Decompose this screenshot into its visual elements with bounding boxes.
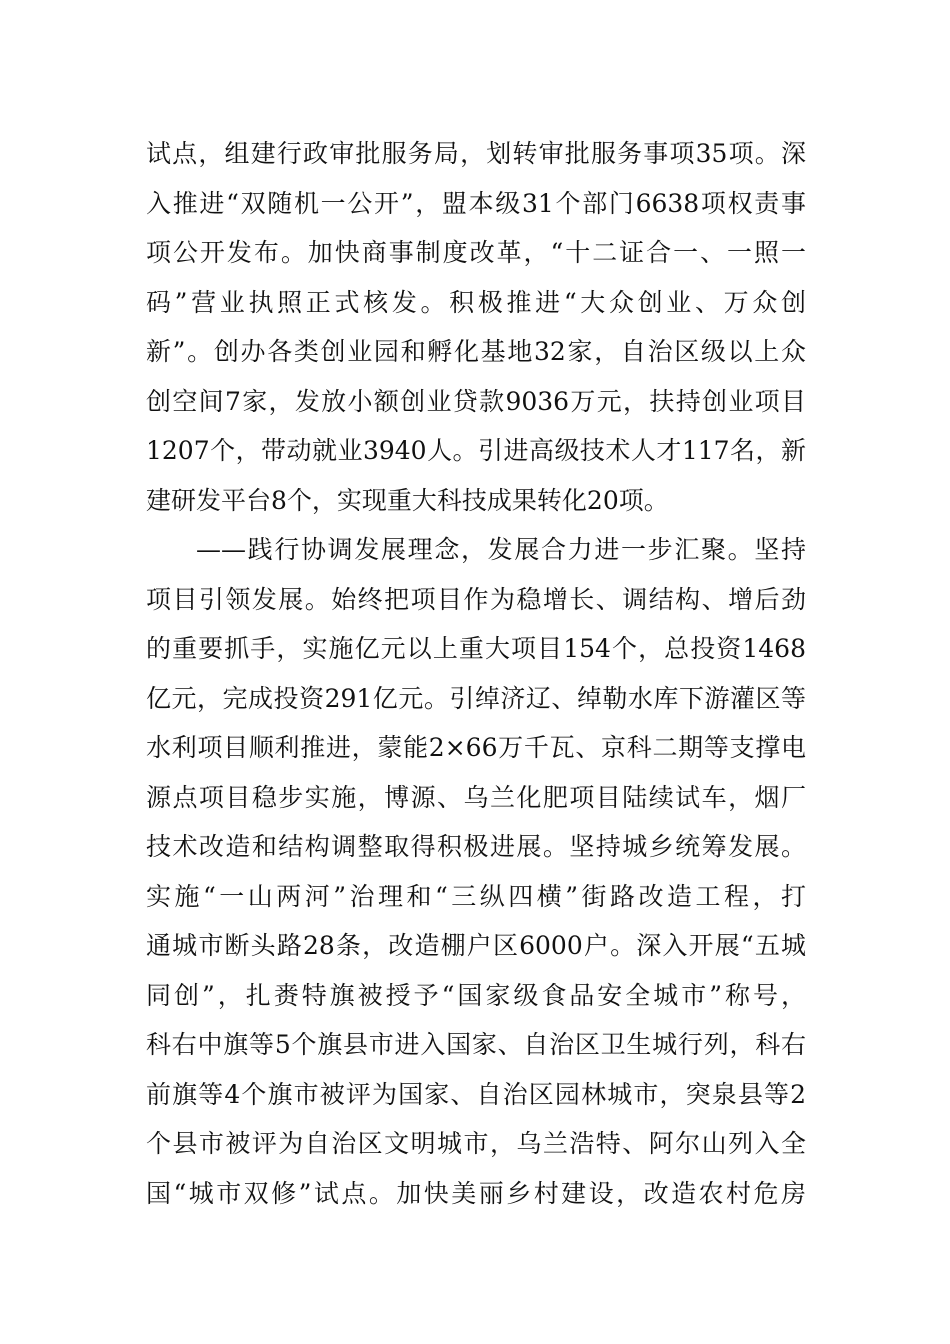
text-line: 项目引领发展。始终把项目作为稳增长、调结构、增后劲 [146,584,806,614]
text-line: 新”。创办各类创业园和孵化基地32家，自治区级以上众 [146,337,806,366]
text-line: 建研发平台8个，实现重大科技成果转化20项。 [146,485,669,515]
text-line: 1207个，带动就业3940人。引进高级技术人才117名，新 [146,436,806,465]
text-line: 个县市被评为自治区文明城市，乌兰浩特、阿尔山列入全 [146,1129,806,1158]
text-line: 创空间7家，发放小额创业贷款9036万元，扶持创业项目 [146,386,806,416]
text-line: 入推进“双随机一公开”，盟本级31个部门6638项权责事 [146,188,806,218]
text-line: 的重要抓手，实施亿元以上重大项目154个，总投资1468 [146,634,806,663]
text-line: 码”营业执照正式核发。积极推进“大众创业、万众创 [146,287,806,317]
text-line: 亿元，完成投资291亿元。引绰济辽、绰勒水库下游灌区等 [146,683,806,713]
text-line: 源点项目稳步实施，博源、乌兰化肥项目陆续试车，烟厂 [146,782,806,812]
text-line: 技术改造和结构调整取得积极进展。坚持城乡统筹发展。 [146,832,806,861]
text-line: 水利项目顺利推进，蒙能2×66万千瓦、京科二期等支撑电 [146,733,806,762]
paragraph-heading-line: ——践行协调发展理念，发展合力进一步汇聚。坚持 [196,535,806,564]
text-line: 国“城市双修”试点。加快美丽乡村建设，改造农村危房 [146,1178,806,1208]
body-text [146,129,806,1218]
text-line: 通城市断头路28条，改造棚户区6000户。深入开展“五城 [146,931,806,960]
text-line: 科右中旗等5个旗县市进入国家、自治区卫生城行列，科右 [146,1030,806,1059]
text-line: 项公开发布。加快商事制度改革，“十二证合一、一照一 [146,238,806,267]
text-line: 前旗等4个旗市被评为国家、自治区园林城市，突泉县等2 [146,1079,806,1109]
text-line: 试点，组建行政审批服务局，划转审批服务事项35项。深 [146,139,806,168]
text-line: 同创”，扎赉特旗被授予“国家级食品安全城市”称号， [146,980,806,1010]
text-line: 实施“一山两河”治理和“三纵四横”街路改造工程，打 [146,881,806,911]
